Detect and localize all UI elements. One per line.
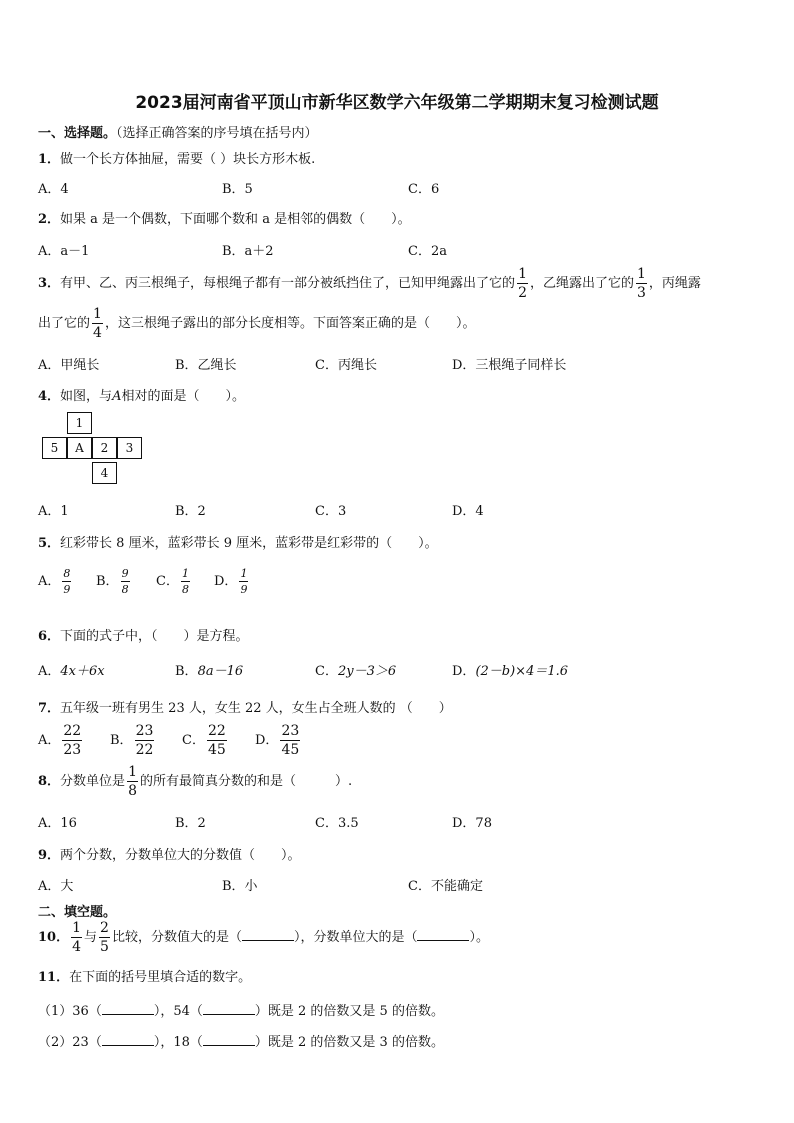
answer-blank[interactable]	[203, 1034, 255, 1046]
q7-option-c[interactable]: C． $\frac{22}{45}$	[182, 723, 226, 758]
q6-option-b[interactable]: B．8a－16	[175, 664, 244, 679]
question-text: 出了它的	[38, 316, 91, 331]
fraction: $\frac{1}{8}$	[128, 764, 137, 799]
question-number: 6．	[38, 629, 61, 644]
fraction: $\frac{8}{9}$	[63, 567, 71, 596]
question-text: 的所有最简真分数的和是（ ）.	[139, 774, 353, 789]
question-number: 7．	[38, 701, 61, 716]
question-text: 如果 a 是一个偶数，下面哪个数和 a 是相邻的偶数（ ）。	[60, 212, 411, 227]
section-1-heading	[38, 122, 318, 141]
question-8	[38, 764, 352, 800]
net-face-bottom: 4	[92, 462, 117, 484]
question-11	[38, 966, 251, 985]
page-title: 2023届河南省平顶山市新华区数学六年级第二学期期末复习检测试题	[135, 93, 659, 113]
fraction: $\frac{1}{9}$	[240, 567, 248, 596]
question-3-line-2	[38, 306, 475, 342]
question-text: 做一个长方体抽屉，需要（ ）块长方形木板.	[60, 152, 316, 167]
q8-option-b[interactable]: B．2	[175, 816, 206, 831]
net-face-center: A	[67, 437, 92, 459]
q5-option-a[interactable]: A． $\frac{8}{9}$	[38, 567, 71, 596]
answer-blank[interactable]	[242, 929, 294, 941]
question-9	[38, 844, 301, 863]
answer-blank[interactable]	[102, 1003, 154, 1015]
q4-option-d[interactable]: D．4	[452, 504, 484, 519]
fraction: $\frac{22}{23}$	[63, 723, 82, 758]
q1-option-c[interactable]: C．6	[408, 182, 440, 197]
question-number: 10．	[38, 930, 70, 945]
q3-option-c[interactable]: C．丙绳长	[315, 358, 377, 373]
question-number: 4．	[38, 389, 61, 404]
fraction: $\frac{2}{5}$	[100, 920, 109, 955]
question-1	[38, 148, 315, 167]
question-text: 在下面的括号里填合适的数字。	[69, 970, 252, 985]
fraction: $\frac{23}{22}$	[135, 723, 154, 758]
question-text: 红彩带长 8 厘米，蓝彩带长 9 厘米，蓝彩带是红彩带的（ ）。	[60, 536, 438, 551]
q8-option-c[interactable]: C．3.5	[315, 816, 359, 831]
fraction: $\frac{1}{3}$	[637, 266, 646, 301]
question-text: 下面的式子中，（ ）是方程。	[60, 629, 249, 644]
net-face-left: 5	[42, 437, 67, 459]
question-number: 2．	[38, 212, 61, 227]
q1-option-a[interactable]: A．4	[38, 182, 69, 197]
section-1-label: 一、选择题。	[38, 126, 117, 141]
q9-option-a[interactable]: A．大	[38, 879, 74, 894]
q8-option-d[interactable]: D．78	[452, 816, 492, 831]
q4-option-a[interactable]: A．1	[38, 504, 69, 519]
section-2-heading: 二、填空题。	[38, 905, 117, 920]
question-text: 五年级一班有男生 23 人，女生 22 人，女生占全班人数的 （ ）	[60, 701, 452, 716]
question-3-line-1	[38, 266, 701, 302]
question-number: 3．	[38, 276, 61, 291]
fraction: $\frac{22}{45}$	[207, 723, 226, 758]
face-letter: A	[112, 389, 122, 404]
question-text: ，乙绳露出了它的	[529, 276, 634, 291]
q3-option-d[interactable]: D．三根绳子同样长	[452, 358, 567, 373]
question-11-part-2: （2）23（ ），18（ ）既是 2 的倍数又是 3 的倍数。	[38, 1035, 444, 1050]
q3-option-b[interactable]: B．乙绳长	[175, 358, 237, 373]
question-4	[38, 385, 245, 404]
question-7	[38, 697, 452, 716]
q5-option-b[interactable]: B． $\frac{9}{8}$	[96, 567, 129, 596]
q2-option-a[interactable]: A．a－1	[38, 244, 90, 259]
question-number: 11．	[38, 970, 70, 985]
question-text: 如图，与	[60, 389, 113, 404]
fraction: $\frac{1}{2}$	[518, 266, 527, 301]
q7-option-d[interactable]: D． $\frac{23}{45}$	[255, 723, 300, 758]
question-2	[38, 208, 411, 227]
q2-option-c[interactable]: C．2a	[408, 244, 447, 259]
question-text: 与	[84, 930, 98, 945]
q9-option-c[interactable]: C．不能确定	[408, 879, 483, 894]
q6-option-d[interactable]: D．(2－b)×4＝1.6	[452, 664, 569, 679]
q4-option-c[interactable]: C．3	[315, 504, 347, 519]
q6-option-c[interactable]: C．2y－3＞6	[315, 664, 397, 679]
fraction: $\frac{1}{4}$	[93, 306, 102, 341]
answer-blank[interactable]	[203, 1003, 255, 1015]
question-11-part-1: （1）36（ ），54（ ）既是 2 的倍数又是 5 的倍数。	[38, 1004, 444, 1019]
question-text: 有甲、乙、丙三根绳子，每根绳子都有一部分被纸挡住了，已知甲绳露出了它的	[60, 276, 516, 291]
q4-option-b[interactable]: B．2	[175, 504, 206, 519]
question-number: 9．	[38, 848, 61, 863]
answer-blank[interactable]	[102, 1034, 154, 1046]
fraction: $\frac{1}{4}$	[72, 920, 82, 955]
q9-option-b[interactable]: B．小	[222, 879, 258, 894]
q8-option-a[interactable]: A．16	[38, 816, 77, 831]
q7-option-a[interactable]: A． $\frac{22}{23}$	[38, 723, 82, 758]
question-10	[38, 920, 489, 956]
question-text: 分数单位是	[60, 774, 126, 789]
q5-option-c[interactable]: C． $\frac{1}{8}$	[156, 567, 189, 596]
question-6	[38, 625, 249, 644]
net-face-right-1: 2	[92, 437, 117, 459]
question-text: ），分数单位大的是（	[293, 930, 418, 945]
q6-option-a[interactable]: A．4x＋6x	[38, 664, 105, 679]
question-text: 两个分数，分数单位大的分数值（ ）。	[60, 848, 301, 863]
q1-option-b[interactable]: B．5	[222, 182, 253, 197]
net-face-top: 1	[67, 412, 92, 434]
question-text: ，这三根绳子露出的部分长度相等。下面答案正确的是（ ）。	[104, 316, 476, 331]
answer-blank[interactable]	[417, 929, 469, 941]
net-face-right-2: 3	[117, 437, 142, 459]
question-text: ）。	[469, 930, 489, 945]
question-number: 1．	[38, 152, 61, 167]
question-number: 5．	[38, 536, 61, 551]
question-text: ，丙绳露	[648, 276, 701, 291]
fraction: $\frac{23}{45}$	[281, 723, 300, 758]
q3-option-a[interactable]: A．甲绳长	[38, 358, 100, 373]
question-text: 相对的面是（ ）。	[121, 389, 245, 404]
section-1-instruction: （选择正确答案的序号填在括号内）	[116, 126, 318, 141]
question-text: 比较，分数值大的是（	[111, 930, 242, 945]
cube-net	[42, 412, 152, 484]
q7-option-b[interactable]: B． $\frac{23}{22}$	[110, 723, 154, 758]
fraction: $\frac{1}{8}$	[181, 567, 189, 596]
fraction: $\frac{9}{8}$	[121, 567, 129, 596]
question-5	[38, 532, 438, 551]
q2-option-b[interactable]: B．a＋2	[222, 244, 274, 259]
question-number: 8．	[38, 774, 61, 789]
q5-option-d[interactable]: D． $\frac{1}{9}$	[214, 567, 248, 596]
